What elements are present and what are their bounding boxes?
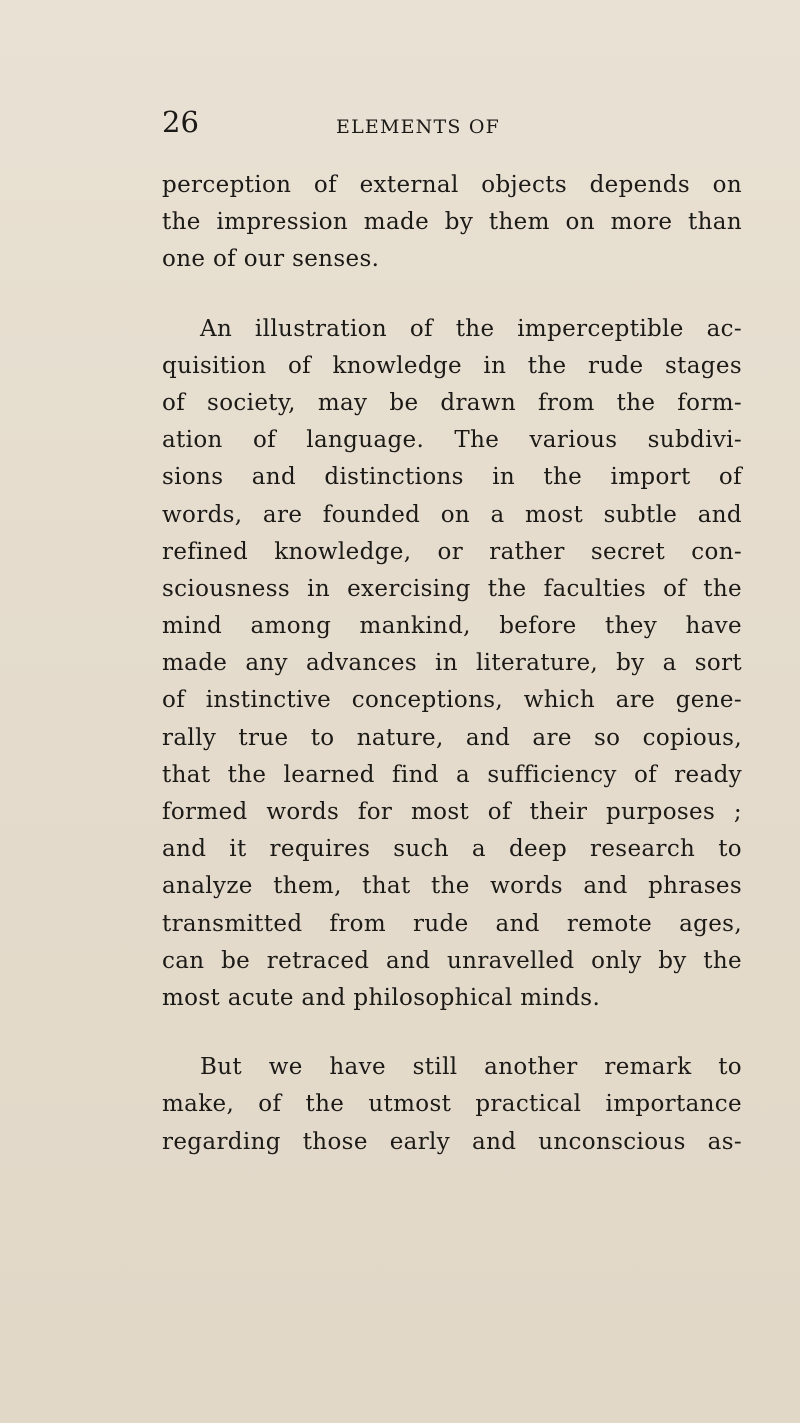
text-line: words, are founded on a most subtle and: [162, 501, 742, 528]
text-line: rally true to nature, and are so copious,: [162, 724, 742, 751]
text-line: transmitted from rude and remote ages,: [162, 910, 742, 937]
body-text: [162, 167, 742, 1161]
text-line: sions and distinctions in the import of: [162, 464, 742, 491]
text-line: one of our senses.: [162, 246, 380, 273]
text-line: that the learned find a sufficiency of ready: [162, 761, 742, 788]
text-line: mind among mankind, before they have: [162, 613, 742, 640]
text-line: of society, may be drawn from the form-: [162, 389, 742, 416]
text-line: But we have still another remark to: [200, 1054, 742, 1081]
paragraph-2: [162, 311, 742, 1018]
text-line: ation of language. The various subdivi-: [162, 427, 742, 454]
paragraph-3: [162, 1049, 742, 1161]
text-line: of instinctive conceptions, which are gene-: [162, 687, 742, 714]
page-number: 26: [162, 105, 199, 139]
text-line: made any advances in literature, by a sort: [162, 650, 742, 677]
text-line: perception of external objects depends on: [162, 172, 742, 198]
text-line: regarding those early and unconscious as-: [162, 1128, 742, 1155]
text-line: most acute and philosophical minds.: [162, 984, 601, 1011]
text-line: and it requires such a deep research to: [162, 836, 742, 863]
paragraph-1: [162, 167, 742, 279]
page-header: [0, 104, 800, 144]
text-line: formed words for most of their purposes ;: [162, 799, 742, 825]
text-line: the impression made by them on more than: [162, 209, 742, 236]
text-line: can be retraced and unravelled only by the: [162, 947, 742, 974]
text-line: sciousness in exercising the faculties of the: [162, 575, 742, 602]
text-line: An illustration of the imperceptible ac-: [200, 315, 742, 342]
text-line: make, of the utmost practical importance: [162, 1091, 742, 1118]
running-head: ELEMENTS OF: [336, 116, 500, 138]
text-line: analyze them, that the words and phrases: [162, 873, 742, 900]
text-line: refined knowledge, or rather secret con-: [162, 538, 742, 565]
text-line: quisition of knowledge in the rude stages: [162, 352, 742, 379]
